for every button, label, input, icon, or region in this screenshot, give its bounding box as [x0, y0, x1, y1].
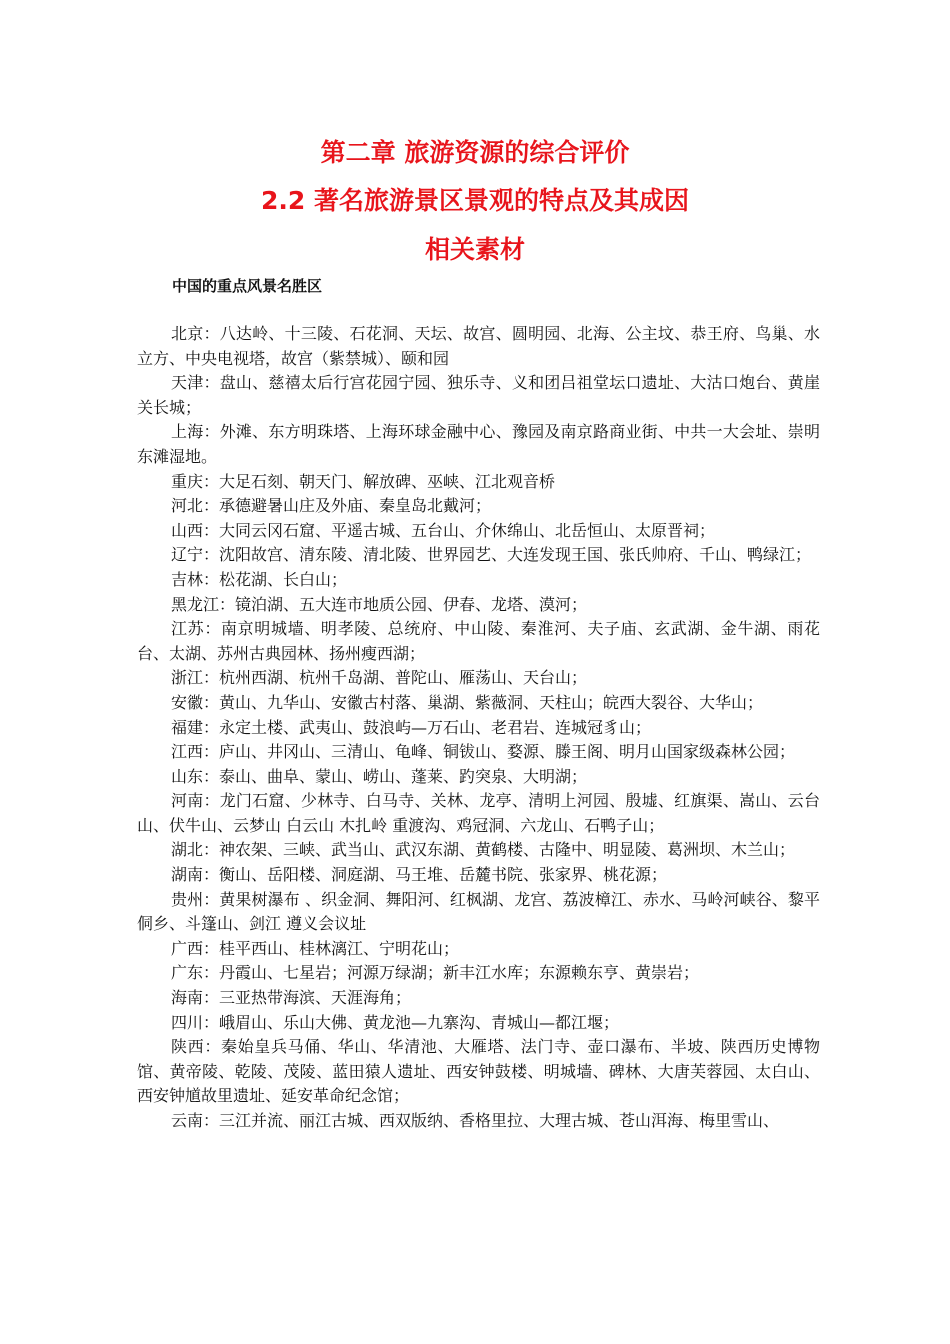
entry-yunnan: 云南：三江并流、丽江古城、西双版纳、香格里拉、大理古城、苍山洱海、梅里雪山、	[171, 1111, 780, 1130]
entry-fujian: 福建：永定土楼、武夷山、鼓浪屿—万石山、老君岩、连城冠豸山；	[171, 717, 652, 737]
scenic-area-list	[137, 322, 820, 1134]
entry-henan: 河南：龙门石窟、少林寺、白马寺、关林、龙亭、清明上河园、殷墟、红旗渠、嵩山、云台山、伏牛山、云梦山 白云山 木扎岭 重渡沟、鸡冠洞、六龙山、石鸭子山；	[137, 791, 820, 835]
entry-shanghai: 上海：外滩、东方明珠塔、上海环球金融中心、豫园及南京路商业街、中共一大会址、崇明东滩湿地。	[137, 422, 820, 466]
entry-jilin: 吉林：松花湖、长白山；	[171, 569, 348, 589]
entry-guangxi: 广西：桂平西山、桂林漓江、宁明花山；	[171, 938, 460, 958]
entry-jiangxi: 江西：庐山、井冈山、三清山、龟峰、铜钹山、婺源、滕王阁、明月山国家级森林公园；	[171, 742, 796, 762]
entry-beijing: 北京：八达岭、十三陵、石花洞、天坛、故宫、圆明园、北海、公主坟、恭王府、鸟巢、水立方、中央电视塔，故宫（紫禁城）、颐和园	[137, 324, 820, 368]
entry-anhui: 安徽：黄山、九华山、安徽古村落、巢湖、紫薇洞、天柱山；皖西大裂谷、大华山；	[171, 692, 764, 712]
material-title: 相关素材	[424, 235, 525, 264]
entry-heilongjiang: 黑龙江：镜泊湖、五大连市地质公园、伊春、龙塔、漠河；	[171, 594, 588, 614]
entry-shanxi: 山西：大同云冈石窟、平遥古城、五台山、介休绵山、北岳恒山、太原晋祠；	[171, 520, 716, 540]
entry-tianjin: 天津：盘山、慈禧太后行宫花园宁园、独乐寺、义和团吕祖堂坛口遗址、大沽口炮台、黄崖关长城；	[137, 373, 820, 417]
entry-jiangsu: 江苏：南京明城墙、明孝陵、总统府、中山陵、秦淮河、夫子庙、玄武湖、金牛湖、雨花台、太湖、苏州古典园林、扬州瘦西湖；	[137, 619, 820, 663]
entry-shandong: 山东：泰山、曲阜、蒙山、崂山、蓬莱、趵突泉、大明湖；	[171, 766, 588, 786]
entry-liaoning: 辽宁：沈阳故宫、清东陵、清北陵、世界园艺、大连发现王国、张氏帅府、千山、鸭绿江；	[171, 545, 812, 565]
entry-hunan: 湖南：衡山、岳阳楼、洞庭湖、马王堆、岳麓书院、张家界、桃花源；	[171, 865, 668, 885]
entry-guizhou: 贵州：黄果树瀑布 、织金洞、舞阳河、红枫湖、龙宫、荔波樟江、赤水、马岭河峡谷、黎平侗乡、斗篷山、剑江 遵义会议址	[137, 889, 820, 934]
entry-guangdong: 广东：丹霞山、七星岩；河源万绿湖；新丰江水库；东源赖东亨、黄崇岩；	[171, 963, 700, 983]
entry-shaanxi: 陕西：秦始皇兵马俑、华山、华清池、大雁塔、法门寺、壶口瀑布、半坡、陕西历史博物馆、黄帝陵、乾陵、茂陵、蓝田猿人遗址、西安钟鼓楼、明城墙、碑林、大唐芙蓉园、太白山、西安钟馗故里遗址、延安革命纪念馆；	[137, 1037, 820, 1106]
entry-zhejiang: 浙江：杭州西湖、杭州千岛湖、普陀山、雁荡山、天台山；	[171, 668, 588, 688]
entry-hebei: 河北：承德避暑山庄及外庙、秦皇岛北戴河；	[171, 496, 492, 516]
entry-chongqing: 重庆：大足石刻、朝天门、解放碑、巫峡、江北观音桥	[171, 471, 556, 491]
entry-sichuan: 四川：峨眉山、乐山大佛、黄龙池—九寨沟、青城山—都江堰；	[171, 1012, 620, 1032]
section-title: 2.2 著名旅游景区景观的特点及其成因	[261, 186, 689, 215]
chapter-title: 第二章 旅游资源的综合评价	[320, 138, 630, 167]
entry-hubei: 湖北：神农架、三峡、武当山、武汉东湖、黄鹤楼、古隆中、明显陵、葛洲坝、木兰山；	[171, 840, 796, 860]
entry-hainan: 海南：三亚热带海滨、天涯海角；	[171, 988, 412, 1008]
subheading: 中国的重点风景名胜区	[172, 277, 323, 295]
